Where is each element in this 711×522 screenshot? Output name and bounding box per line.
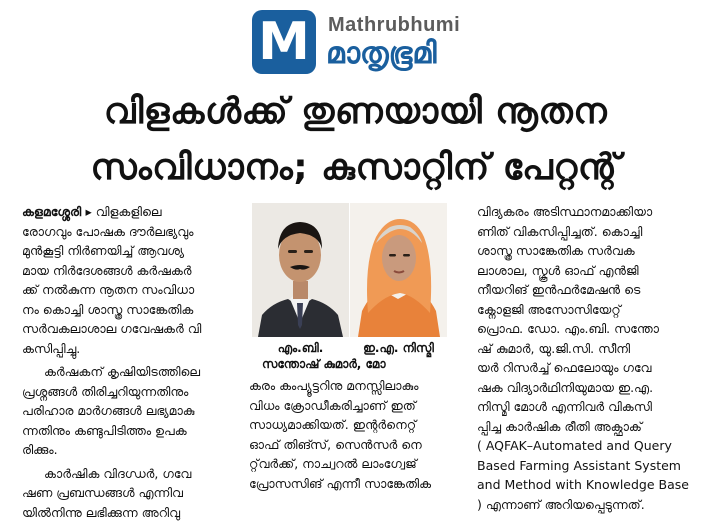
column-line: വിധം ക്രോഡീകരിച്ചാണ് ഇത് bbox=[249, 396, 469, 416]
column-line: കർഷകന് കൃഷിയിടത്തിലെ bbox=[22, 362, 242, 382]
column-line: നീയറിങ് ഇൻഫർമേഷൻ ടെ bbox=[477, 280, 692, 300]
column-line: പ്രശ്നങ്ങൾ തിരിച്ചറിയുന്നതിനും bbox=[22, 382, 242, 402]
column-line: ണിത് വികസിപ്പിച്ചത്. കൊച്ചി bbox=[477, 222, 692, 242]
mathrubhumi-logo: M bbox=[252, 10, 316, 74]
column-line: പ്പിച്ച കാർഷിക രീതി അക്ഫാക് bbox=[477, 417, 692, 437]
column-line: യിൽനിന്നു ലഭിക്കുന്ന അറിവു bbox=[22, 503, 242, 522]
column-line: നം കൊച്ചി ശാസ്ത്ര സാങ്കേതിക bbox=[22, 300, 242, 320]
column-line: സർവകലാശാല ഗവേഷകർ വി bbox=[22, 319, 242, 339]
column-line: ഷക വിദ്യാർഥിനിയുമായ ഇ.എ. bbox=[477, 378, 692, 398]
headline-line-2: സംവിധാനം; കുസാറ്റിന് പേറ്റന്റ് bbox=[0, 140, 711, 196]
portrait-photo-nismi bbox=[350, 203, 447, 337]
column-line: പ്രൊഫ. ഡോ. എം.ബി. സന്തോ bbox=[477, 319, 692, 339]
article-column-2 bbox=[249, 376, 469, 493]
column-line: ന്നതിനും കണ്ടുപിടിത്തം ഉപക bbox=[22, 421, 242, 441]
column-line: രിക്കും. bbox=[22, 440, 242, 460]
article-column-1 bbox=[22, 202, 242, 522]
column-line: ഷ് കുമാർ, യു.ജി.സി. സീനി bbox=[477, 339, 692, 359]
brand-name-english: Mathrubhumi bbox=[328, 14, 460, 37]
column-line: കരം കംപ്യൂട്ടറിനു മനസ്സിലാകും bbox=[249, 376, 469, 396]
column-line: സാധ്യമാക്കിയത്. ഇന്റർനെറ്റ് bbox=[249, 415, 469, 435]
column-line: ക്നോളജി അസോസിയേറ്റ് bbox=[477, 300, 692, 320]
column-line: ഓഫ് തിങ്സ്, സെൻസർ നെ bbox=[249, 435, 469, 455]
column-line: പരിഹാര മാർഗങ്ങൾ ലഭ്യമാകു bbox=[22, 401, 242, 421]
photo-caption-row-2: സന്തോഷ് കുമാർ, മോ bbox=[262, 356, 386, 372]
column-line: വിദ്യകരം അടിസ്ഥാനമാക്കിയാ bbox=[477, 202, 692, 222]
column-line: Based Farming Assistant System bbox=[477, 456, 692, 476]
dateline: കളമശ്ശേരി ▸ bbox=[22, 204, 92, 219]
lead-text: വിളകളിലെ bbox=[96, 204, 162, 219]
column-line: യർ റിസർച്ച് ഫെലോയും ഗവേ bbox=[477, 358, 692, 378]
portrait-photo-santhosh-kumar bbox=[252, 203, 349, 337]
column-line: ) എന്നാണ് അറിയപ്പെടുന്നത്. bbox=[477, 495, 692, 515]
column-line: രോഗവും പോഷക ദൗർലഭ്യവും bbox=[22, 222, 242, 242]
column-line: നിസ്മി മോൾ എന്നിവർ വികസി bbox=[477, 397, 692, 417]
column-line: ലാശാല, സ്കൂൾ ഓഫ് എൻജി bbox=[477, 261, 692, 281]
column-line: കസിപ്പിച്ചു. bbox=[22, 339, 242, 359]
column-line: ഷണ പ്രബന്ധങ്ങൾ എന്നിവ bbox=[22, 483, 242, 503]
column-line: കാർഷിക വിദഗ്ധർ, ഗവേ bbox=[22, 464, 242, 484]
column-line: ക്ക് നൽകുന്ന നൂതന സംവിധാ bbox=[22, 280, 242, 300]
headline-line-1: വിളകൾക്ക് തുണയായി നൂതന bbox=[0, 84, 711, 140]
brand-name-malayalam: മാതൃഭൂമി bbox=[326, 36, 437, 71]
article-column-3 bbox=[477, 202, 692, 514]
column-line: മുൻകൂട്ടി നിർണയിച്ച് ആവശ്യ bbox=[22, 241, 242, 261]
photo-caption-2: ഇ.എ. നിസ്മി bbox=[350, 340, 447, 356]
column-line: ശാസ്ത്ര സാങ്കേതിക സർവക bbox=[477, 241, 692, 261]
photo-caption-1: എം.ബി. bbox=[252, 340, 349, 356]
column-line: and Method with Knowledge Base bbox=[477, 475, 692, 495]
masthead bbox=[240, 6, 520, 86]
column-line: റ്റ്‌വർക്ക്, നാച്വറൽ ലാംഗ്വേജ് bbox=[249, 454, 469, 474]
column-line: പ്രോസസിങ് എന്നീ സാങ്കേതിക bbox=[249, 474, 469, 494]
column-line: മായ നിർദേശങ്ങൾ കർഷകർ bbox=[22, 261, 242, 281]
column-line: ( AQFAK–Automated and Query bbox=[477, 436, 692, 456]
column-line bbox=[22, 202, 242, 222]
